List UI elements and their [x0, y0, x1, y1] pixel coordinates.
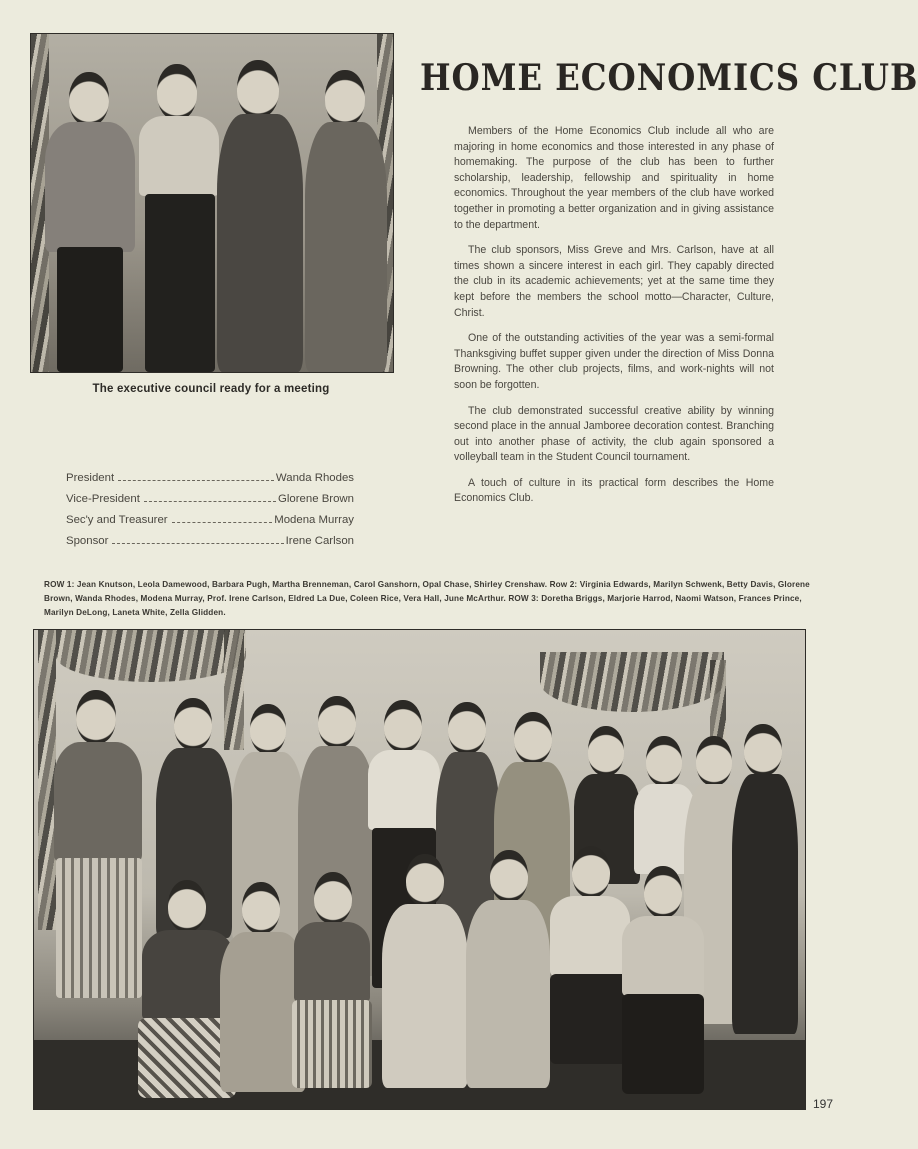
paragraph: One of the outstanding activities of the year was a semi-formal Thanksgiving buffet supper given under the direction of Miss Donna Browning. The other club projects, films, and work-nights will not soon be forgotten. [454, 332, 774, 391]
article-body [454, 124, 774, 517]
club-group-photo [33, 629, 806, 1110]
officer-name: Irene Carlson [285, 535, 354, 547]
officer-name: Modena Murray [274, 514, 354, 526]
executive-council-photo [30, 33, 394, 373]
photo-caption: The executive council ready for a meeting [92, 383, 330, 395]
paragraph: The club sponsors, Miss Greve and Mrs. Carlson, have at all times shown a sincere interest in each girl. They capably directed the club in its academic achievements; yet at the same time they kept before the members the school motto—Character, Culture, Christ. [454, 244, 774, 319]
page-title: HOME ECONOMICS CLUB [420, 57, 918, 99]
officer-role: President [66, 472, 115, 484]
officer-role: Sec'y and Treasurer [66, 514, 168, 526]
officer-row [66, 535, 354, 556]
paragraph: A touch of culture in its practical form describes the Home Economics Club. [454, 476, 774, 505]
officer-role: Sponsor [66, 535, 109, 547]
group-roster-caption: ROW 1: Jean Knutson, Leola Damewood, Barbara Pugh, Martha Brenneman, Carol Ganshorn, Opal Chase, Shirley Crenshaw. Row 2: Virginia Edwards, Marilyn Schwenk, Betty Davis, Glorene Brown, Wanda Rhodes, Modena Murray, Prof. Irene Carlson, Eldred La Due, Coleen Rice, Vera Hall, June McArthur. ROW 3: Doretha Briggs, Marjorie Harrod, Naomi Watson, Frances Prince, Marilyn DeLong, Laneta White, Zella Glidden. [44, 580, 810, 618]
dotted-leader [112, 543, 283, 544]
paragraph: Members of the Home Economics Club include all who are majoring in home economics and those interested in any phase of homemaking. The purpose of the club has been to further scholarship, leadership, fellowship and spirituality in home economics. Throughout the year members of the club have worked together in promoting a better organization and in giving assistance to the department. [454, 125, 774, 231]
officer-row [66, 472, 354, 493]
dotted-leader [172, 522, 273, 523]
dotted-leader [118, 480, 274, 481]
officer-role: Vice-President [66, 493, 140, 505]
page-number: 197 [813, 1097, 834, 1111]
dotted-leader [144, 501, 276, 502]
officer-row [66, 514, 354, 535]
officer-name: Wanda Rhodes [275, 472, 354, 484]
paragraph: The club demonstrated successful creative ability by winning second place in the annual Jamboree decoration contest. Branching out into another phase of activity, the club again sponsored a volleyball team in the Student Council tournament. [454, 404, 774, 464]
officer-name: Glorene Brown [278, 493, 354, 505]
officers-list [66, 472, 354, 556]
officer-row [66, 493, 354, 514]
